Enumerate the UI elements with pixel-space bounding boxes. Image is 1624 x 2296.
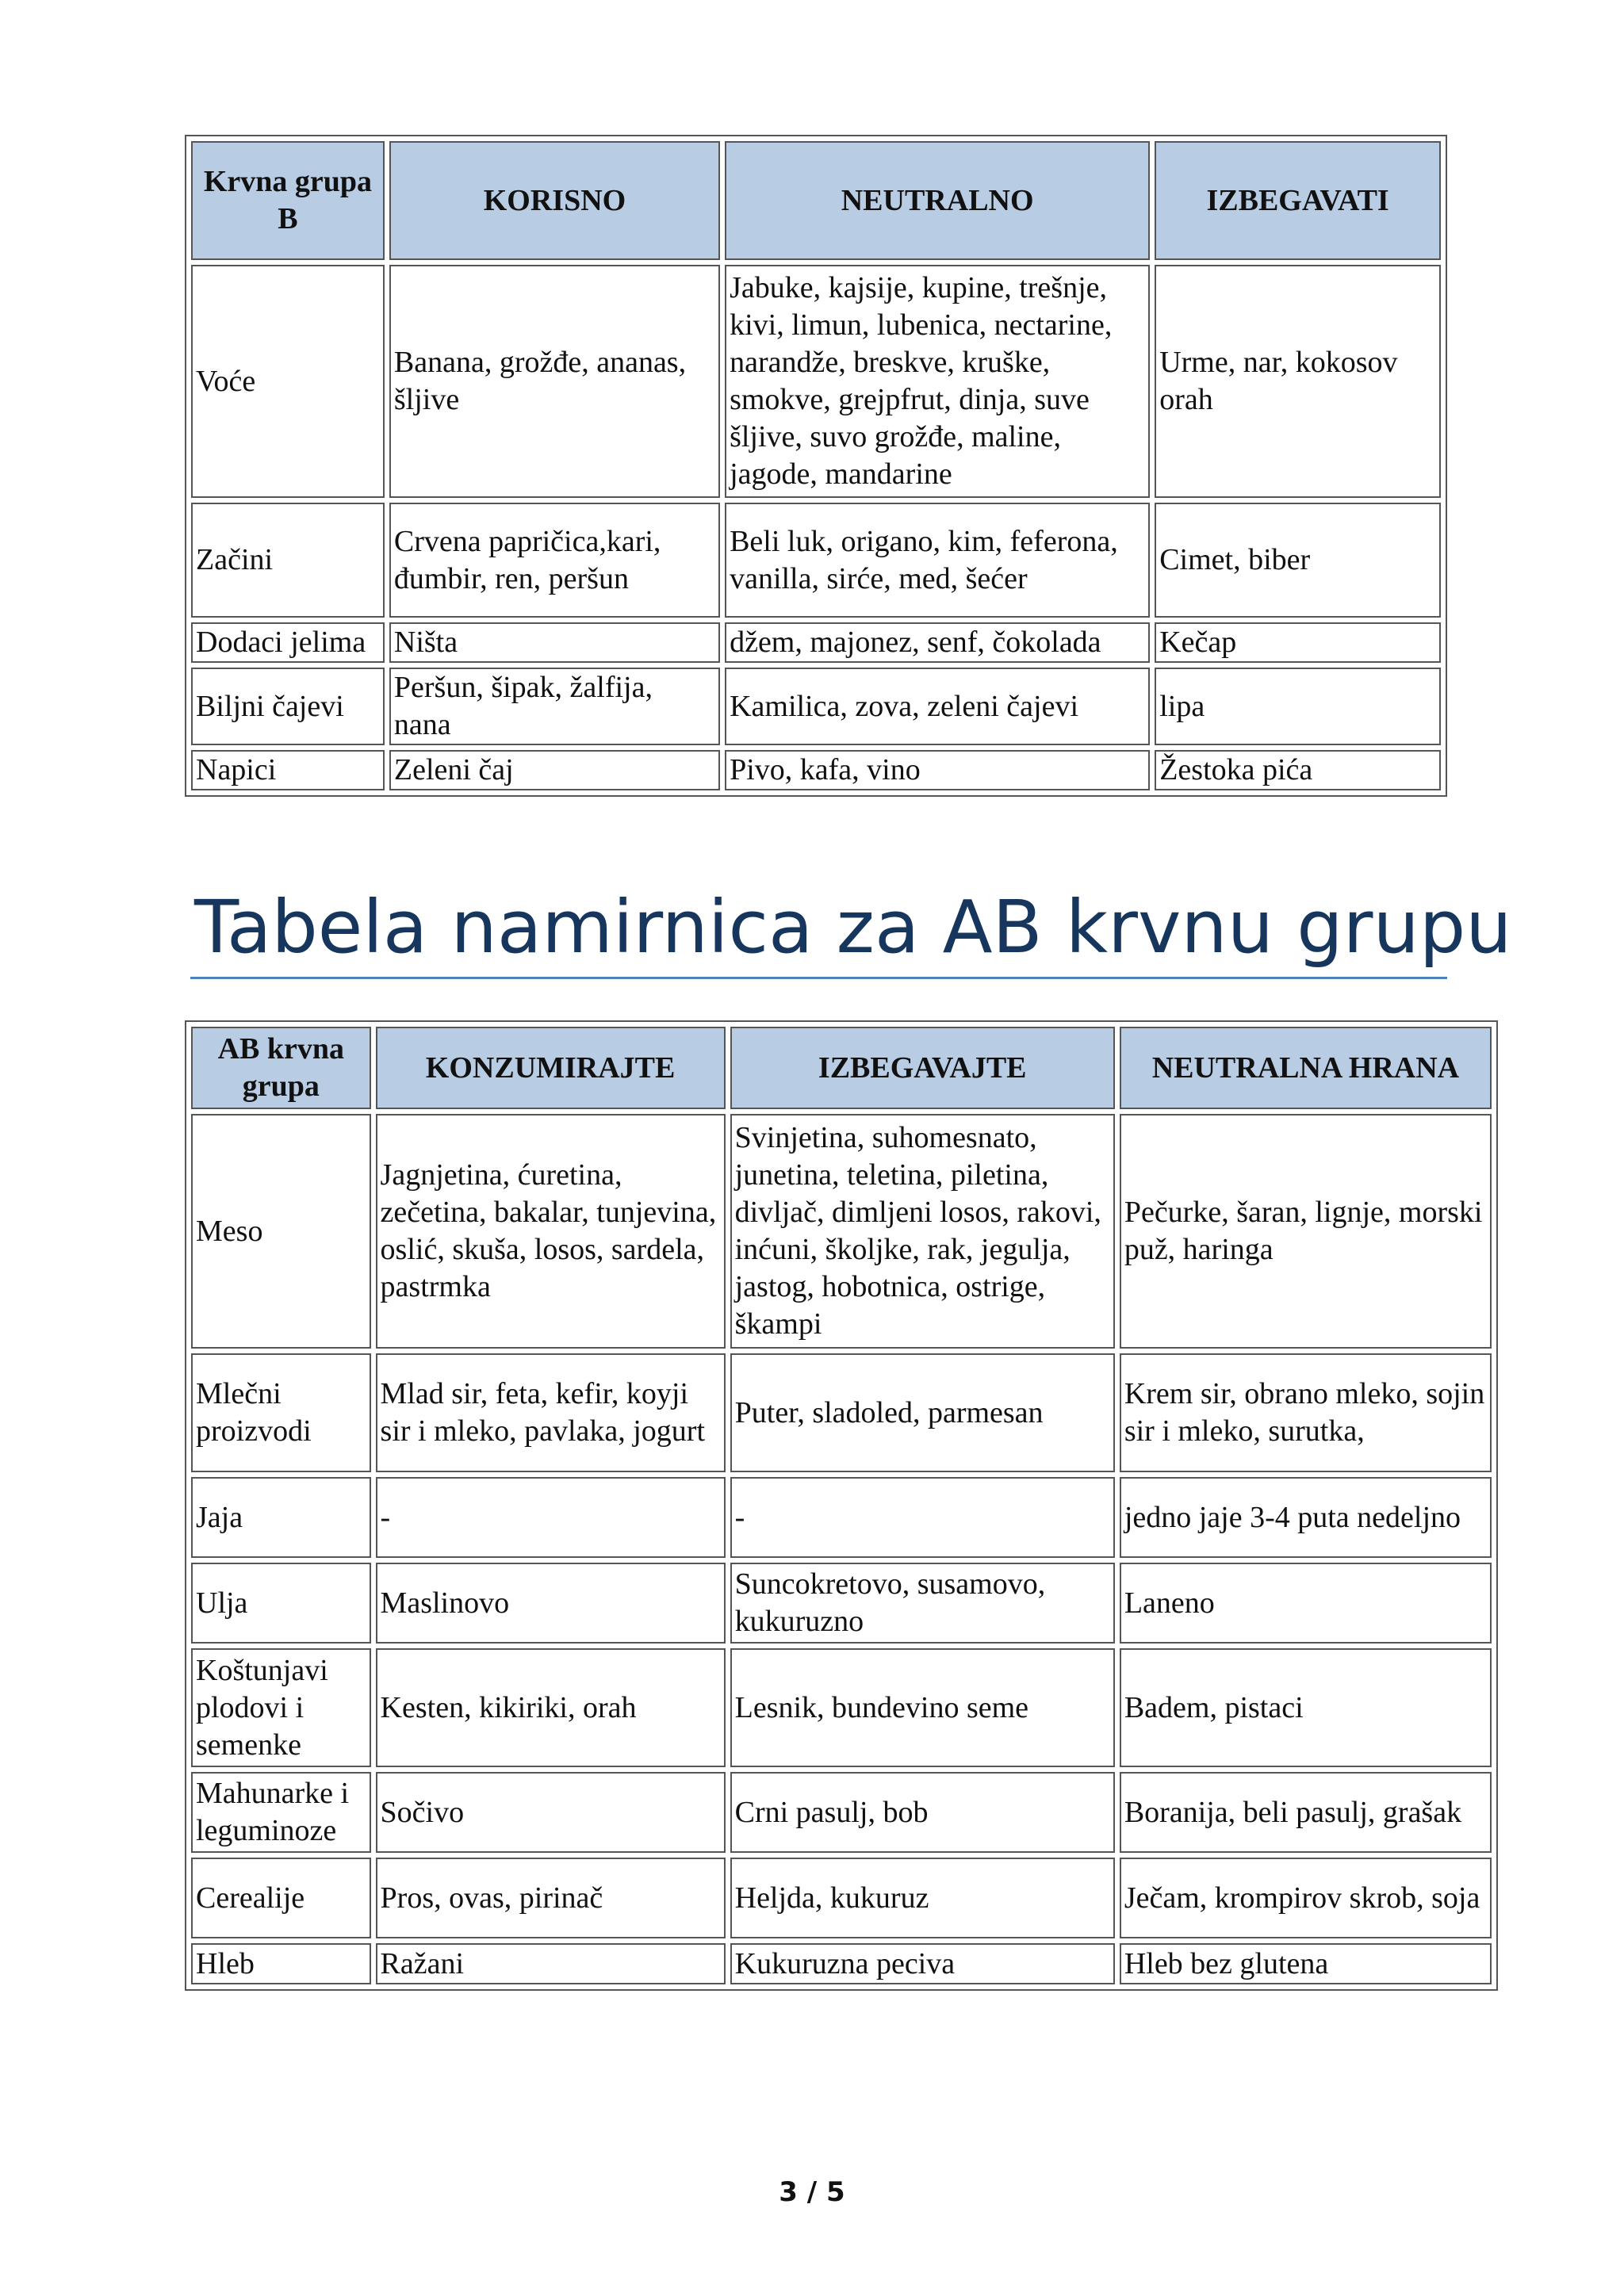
table-cell: Hleb bez glutena [1120, 1943, 1492, 1984]
table-cell: Boranija, beli pasulj, grašak [1120, 1772, 1492, 1853]
table-cell: Mlad sir, feta, kefir, koyji sir i mleko, pavlaka, jogurt [376, 1353, 726, 1472]
table-row [191, 503, 1441, 618]
table-cell: Laneno [1120, 1563, 1492, 1644]
blood-type-b-table [185, 135, 1447, 797]
table-cell: Peršun, šipak, žalfija, nana [389, 668, 720, 745]
table-header-row [191, 141, 1441, 260]
row-label: Cerealije [191, 1858, 371, 1938]
table-cell: Jabuke, kajsije, kupine, trešnje, kivi, limun, lubenica, nectarine, narandže, breskve, kruške, smokve, grejpfrut, dinja, suve šljive, suvo grožđe, maline, jagode, mandarine [725, 265, 1150, 498]
table-cell: Kamilica, zova, zeleni čajevi [725, 668, 1150, 745]
table-cell: Krem sir, obrano mleko, sojin sir i mleko, surutka, [1120, 1353, 1492, 1472]
row-label: Biljni čajevi [191, 668, 385, 745]
table-row [191, 750, 1441, 790]
row-label: Napici [191, 750, 385, 790]
table-cell: Urme, nar, kokosov orah [1155, 265, 1441, 498]
table-cell: - [376, 1477, 726, 1558]
table-cell: Ječam, krompirov skrob, soja [1120, 1858, 1492, 1938]
table-cell: Crni pasulj, bob [730, 1772, 1115, 1853]
table-cell: Banana, grožđe, ananas, šljive [389, 265, 720, 498]
table-row [191, 1563, 1492, 1644]
row-label: Mlečni proizvodi [191, 1353, 371, 1472]
table-cell: Pros, ovas, pirinač [376, 1858, 726, 1938]
table-row [191, 1858, 1492, 1938]
page-number: 3 / 5 [779, 2176, 845, 2208]
heading-underline [190, 977, 1447, 979]
table-cell: Beli luk, origano, kim, feferona, vanilla, sirće, med, šećer [725, 503, 1150, 618]
table-row [191, 1943, 1492, 1984]
row-label: Meso [191, 1114, 371, 1349]
table-row [191, 265, 1441, 498]
table-row [191, 1772, 1492, 1853]
table-row [191, 668, 1441, 745]
table-cell: - [730, 1477, 1115, 1558]
table-row [191, 1648, 1492, 1767]
table-cell: lipa [1155, 668, 1441, 745]
table-cell: Kukuruzna peciva [730, 1943, 1115, 1984]
table-cell: Cimet, biber [1155, 503, 1441, 618]
table-cell: Zeleni čaj [389, 750, 720, 790]
row-label: Dodaci jelima [191, 622, 385, 663]
column-header-neutral: NEUTRALNO [725, 141, 1150, 260]
column-header-avoid: IZBEGAVAJTE [730, 1027, 1115, 1109]
table-cell: Maslinovo [376, 1563, 726, 1644]
row-label: Ulja [191, 1563, 371, 1644]
table-cell: Suncokretovo, susamovo, kukuruzno [730, 1563, 1115, 1644]
row-label: Začini [191, 503, 385, 618]
table-cell: Kečap [1155, 622, 1441, 663]
table-cell: Lesnik, bundevino seme [730, 1648, 1115, 1767]
table-cell: Ražani [376, 1943, 726, 1984]
table-cell: Kesten, kikiriki, orah [376, 1648, 726, 1767]
table-header-row [191, 1027, 1492, 1109]
table-row [191, 622, 1441, 663]
table-cell: Ništa [389, 622, 720, 663]
row-label: Voće [191, 265, 385, 498]
table-row [191, 1477, 1492, 1558]
section-heading: Tabela namirnica za AB krvnu grupu [194, 885, 1512, 970]
table-cell: Heljda, kukuruz [730, 1858, 1115, 1938]
table-cell: jedno jaje 3-4 puta nedeljno [1120, 1477, 1492, 1558]
table-cell: Crvena papričica,kari, đumbir, ren, peršun [389, 503, 720, 618]
column-header-blood-type: Krvna grupa B [191, 141, 385, 260]
column-header-beneficial: KORISNO [389, 141, 720, 260]
table-cell: Pečurke, šaran, lignje, morski puž, haringa [1120, 1114, 1492, 1349]
table-cell: Sočivo [376, 1772, 726, 1853]
table-cell: Pivo, kafa, vino [725, 750, 1150, 790]
column-header-neutral: NEUTRALNA HRANA [1120, 1027, 1492, 1109]
row-label: Hleb [191, 1943, 371, 1984]
table-cell: Jagnjetina, ćuretina, zečetina, bakalar, tunjevina, oslić, skuša, losos, sardela, pastrmka [376, 1114, 726, 1349]
table-row [191, 1114, 1492, 1349]
row-label: Mahunarke i leguminoze [191, 1772, 371, 1853]
table-cell: Puter, sladoled, parmesan [730, 1353, 1115, 1472]
column-header-consume: KONZUMIRAJTE [376, 1027, 726, 1109]
table-cell: Žestoka pića [1155, 750, 1441, 790]
table-row [191, 1353, 1492, 1472]
column-header-blood-type: AB krvna grupa [191, 1027, 371, 1109]
column-header-avoid: IZBEGAVATI [1155, 141, 1441, 260]
table-cell: džem, majonez, senf, čokolada [725, 622, 1150, 663]
row-label: Koštunjavi plodovi i semenke [191, 1648, 371, 1767]
table-cell: Badem, pistaci [1120, 1648, 1492, 1767]
table-cell: Svinjetina, suhomesnato, junetina, teletina, piletina, divljač, dimljeni losos, rakovi, inćuni, školjke, rak, jegulja, jastog, hobotnica, ostrige, škampi [730, 1114, 1115, 1349]
blood-type-ab-table [185, 1020, 1498, 1991]
row-label: Jaja [191, 1477, 371, 1558]
